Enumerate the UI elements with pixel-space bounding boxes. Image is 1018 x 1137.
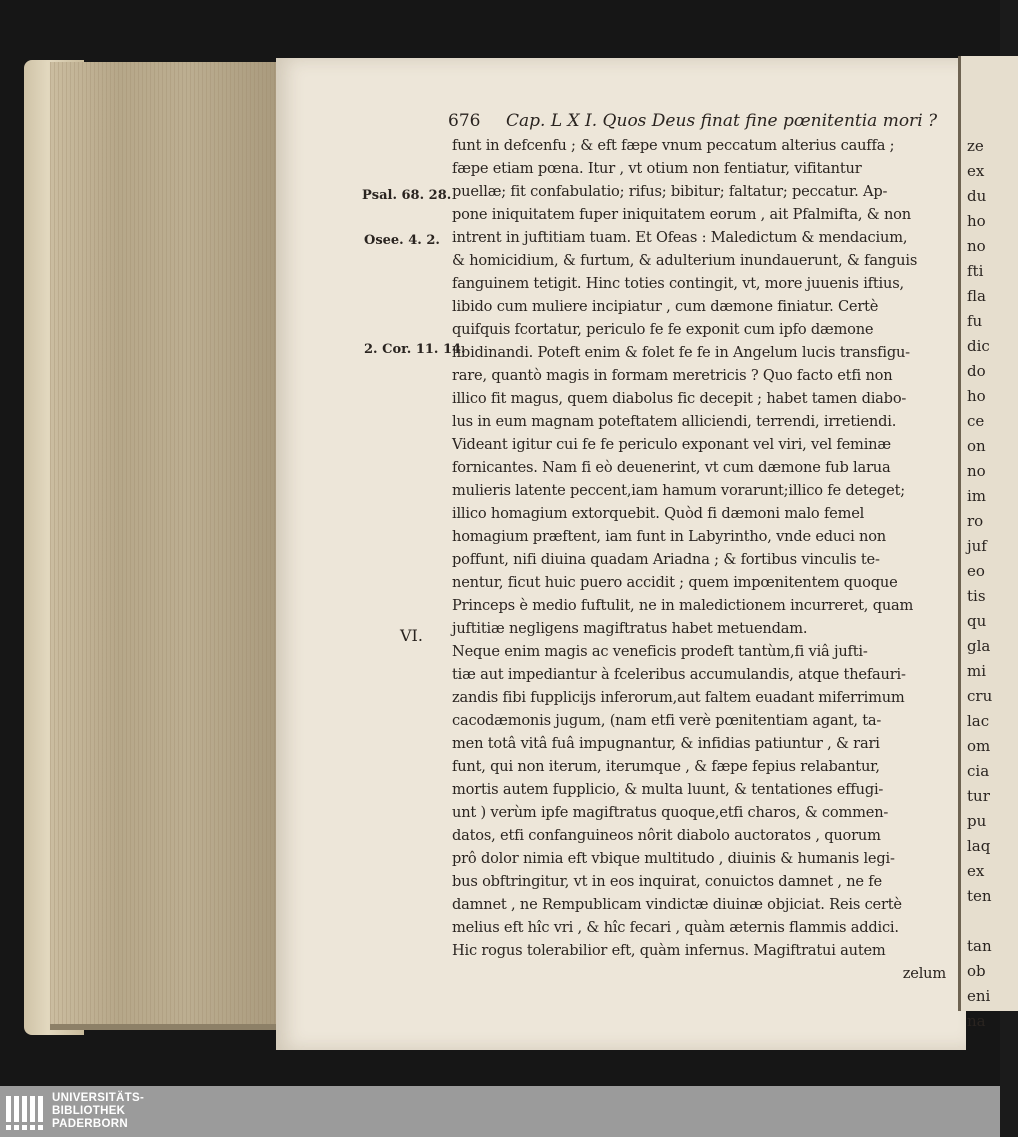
facing-text-fragment: eni — [967, 987, 991, 1005]
page-block-edge — [50, 62, 278, 1030]
text-line: rare, quantò magis in formam meretricis ? Quo facto etfi non — [452, 367, 893, 384]
margin-note-osee: Osee. 4. 2. — [364, 233, 440, 248]
facing-text-fragment: du — [967, 187, 987, 205]
institution-name — [52, 1092, 144, 1131]
text-line: funt in defcenfu ; & eft fæpe vnum peccatum alterius cauffa ; — [452, 137, 895, 154]
facing-text-fragment: ro — [967, 512, 984, 530]
text-line: quifquis fcortatur, periculo fe fe exponit cum ipfo dæmone — [452, 321, 874, 338]
facing-text-fragment: tur — [967, 787, 990, 805]
facing-text-fragment: lac — [967, 712, 990, 730]
text-line: fornicantes. Nam fi eò deuenerint, vt cum dæmone fub larua — [452, 459, 891, 476]
facing-text-fragment — [961, 909, 1018, 934]
institution-line-1: UNIVERSITÄTS- — [52, 1092, 145, 1104]
institution-line-2: BIBLIOTHEK — [52, 1105, 126, 1117]
text-line: unt ) verùm ipfe magiftratus quoque,etfi charos, & commen- — [452, 804, 889, 821]
text-line: fæpe etiam pœna. Itur , vt otium non fentiatur, vifitantur — [452, 160, 862, 177]
library-logo-icon — [4, 1092, 48, 1132]
text-line: datos, etfi confanguineos nôrit diabolo auctoratos , quorum — [452, 827, 881, 844]
facing-text-fragment: cru — [967, 687, 993, 705]
facing-text-fragment: tis — [967, 587, 986, 605]
facing-text-fragment: eo — [967, 562, 985, 580]
text-line: & homicidium, & furtum, & adulterium inundauerunt, & fanguis — [452, 252, 918, 269]
facing-text-fragment: qu — [967, 612, 987, 630]
institution-line-3: PADERBORN — [52, 1118, 128, 1130]
facing-text-fragment: ex — [967, 162, 985, 180]
text-line: Hic rogus tolerabilior eft, quàm infernus. Magiftratui autem — [452, 942, 886, 959]
text-line: homagium præftent, iam funt in Labyrintho, vnde educi non — [452, 528, 886, 545]
text-line: mulieris latente peccent,iam hamum vorarunt;illico fe deteget; — [452, 482, 905, 499]
text-line: puellæ; fit confabulatio; rifus; bibitur; faltatur; peccatur. Ap- — [452, 183, 888, 200]
facing-text-fragment: do — [967, 362, 986, 380]
section-number: VI. — [400, 626, 423, 645]
text-line: libido cum muliere incipiatur , cum dæmone finiatur. Certè — [452, 298, 879, 315]
running-title: Cap. L X I. Quos Deus finat fine pœnitentia mori ? — [506, 111, 938, 131]
facing-text-fragment: ho — [967, 212, 986, 230]
facing-text-fragment: im — [967, 487, 987, 505]
margin-note-corinthians: 2. Cor. 11. 14. — [364, 342, 466, 357]
facing-text-fragment: gla — [967, 637, 991, 655]
facing-text-fragment: on — [967, 437, 986, 455]
text-line: nentur, ficut huic puero accidit ; quem impœnitentem quoque — [452, 574, 898, 591]
page-body-text — [452, 134, 946, 985]
facing-text-fragment: ten — [967, 887, 992, 905]
facing-text-fragment: tan — [967, 937, 992, 955]
facing-text-fragment: ze — [967, 137, 984, 155]
facing-text-fragment: juf — [967, 537, 987, 555]
text-line: melius eft hîc vri , & hîc fecari , quàm æternis flammis addici. — [452, 919, 899, 936]
text-line: lus in eum magnam poteftatem alliciendi, terrendi, irretiendi. — [452, 413, 897, 430]
text-line: Videant igitur cui fe fe periculo exponant vel viri, vel feminæ — [452, 436, 891, 453]
facing-text-fragment: fti — [967, 262, 984, 280]
text-line: Princeps è medio fuftulit, ne in maledictionem incurreret, quam — [452, 597, 914, 614]
text-line: cacodæmonis jugum, (nam etfi verè pœnitentiam agant, ta- — [452, 712, 882, 729]
text-line: prô dolor nimia eft vbique multitudo , diuinis & humanis legi- — [452, 850, 895, 867]
facing-text-fragment: mi — [967, 662, 987, 680]
text-line: juftitiæ negligens magiftratus habet metuendam. — [452, 620, 808, 637]
catchword: zelum — [902, 965, 946, 982]
facing-text-fragment: laq — [967, 837, 991, 855]
facing-text-fragment: fla — [967, 287, 986, 305]
facing-text-fragment: ex — [967, 862, 985, 880]
page-number: 676 — [448, 111, 481, 131]
footer-bar — [0, 1086, 1000, 1137]
text-line: mortis autem fupplicio, & multa luunt, & tentationes effugi- — [452, 781, 884, 798]
text-line: tiæ aut impediantur à fceleribus accumulandis, atque thefauri- — [452, 666, 906, 683]
text-line: Neque enim magis ac veneficis prodeft tantùm,fi viâ jufti- — [452, 643, 868, 660]
text-line: illico fit magus, quem diabolus fic decepit ; habet tamen diabo- — [452, 390, 907, 407]
facing-text-fragment: no — [967, 237, 986, 255]
text-line: bus obftringitur, vt in eos inquirat, conuictos damnet , ne fe — [452, 873, 882, 890]
text-line: funt, qui non iterum, iterumque , & fæpe fepius relabantur, — [452, 758, 880, 775]
text-line: intrent in juftitiam tuam. Et Ofeas : Maledictum & mendacium, — [452, 229, 908, 246]
text-line: men totâ vitâ fuâ impugnantur, & infidias patiuntur , & rari — [452, 735, 880, 752]
facing-text-fragment: fu — [967, 312, 983, 330]
facing-text-fragment: pu — [967, 812, 987, 830]
text-line: libidinandi. Poteft enim & folet fe fe in Angelum lucis transfigu- — [452, 344, 910, 361]
facing-text-fragment: cia — [967, 762, 990, 780]
facing-text-fragment: ob — [967, 962, 986, 980]
text-line: pone iniquitatem fuper iniquitatem eorum , ait Pfalmifta, & non — [452, 206, 911, 223]
margin-note-psalm: Psal. 68. 28. — [362, 188, 452, 203]
text-line: fanguinem tetigit. Hinc toties contingit, vt, more juuenis iftius, — [452, 275, 904, 292]
facing-text-fragment: ce — [967, 412, 985, 430]
facing-text-fragment: ho — [967, 387, 986, 405]
facing-text-fragment: no — [967, 462, 986, 480]
facing-text-fragment: om — [967, 737, 991, 755]
text-line: zandis fibi fupplicijs inferorum,aut faltem euadant miferrimum — [452, 689, 905, 706]
text-line: damnet , ne Rempublicam vindictæ diuinæ objiciat. Reis certè — [452, 896, 902, 913]
text-line: poffunt, nifi diuina quadam Ariadna ; & fortibus vinculis te- — [452, 551, 880, 568]
facing-text-fragment: na — [967, 1012, 986, 1030]
facing-text-fragment: dic — [967, 337, 990, 355]
text-line: illico homagium extorquebit. Quòd fi dæmoni malo femel — [452, 505, 865, 522]
facing-page-fragment — [958, 56, 1018, 1030]
